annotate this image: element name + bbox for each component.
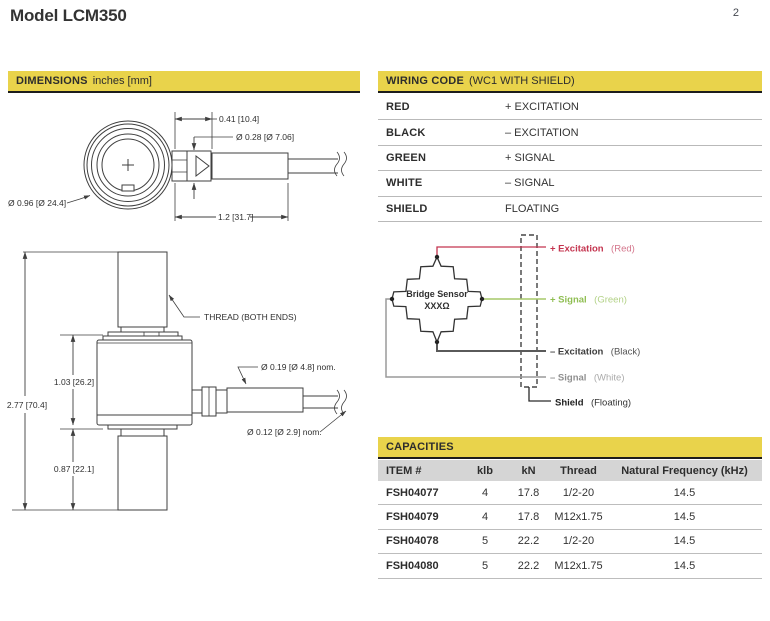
klb-value: 5 <box>481 535 489 548</box>
kn-value: 22.2 <box>517 559 540 572</box>
col-thread: Thread <box>560 464 597 477</box>
page-number: 2 <box>732 7 739 19</box>
item-number: FSH04079 <box>386 511 439 524</box>
wire-color: RED <box>386 101 410 114</box>
frequency-value: 14.5 <box>673 511 696 524</box>
side-view-drawing <box>0 243 370 518</box>
wire-function: – SIGNAL <box>505 177 555 190</box>
bridge-ohms-label: XXXΩ <box>424 301 450 311</box>
dimensions-title: DIMENSIONS <box>16 75 88 87</box>
frequency-value: 14.5 <box>673 535 696 548</box>
wiring-subtitle: (WC1 WITH SHIELD) <box>468 75 575 87</box>
wire-shield <box>529 387 551 401</box>
svg-text:– Excitation (Black) <box>550 342 640 359</box>
dim-body-height: 1.03 [26.2] <box>53 377 95 387</box>
capacities-title: CAPACITIES <box>386 441 454 453</box>
kn-value: 17.8 <box>517 486 540 499</box>
wire-color: WHITE <box>386 177 423 190</box>
label-positive-signal: + Signal <box>550 294 587 306</box>
col-klb: klb <box>477 464 493 477</box>
cable-connector-front <box>172 151 347 181</box>
wiring-row-black <box>378 120 762 145</box>
table-row <box>378 554 762 578</box>
wiring-header-bar <box>378 71 762 93</box>
cable-break-icon <box>335 390 347 414</box>
thread-value: M12x1.75 <box>554 511 603 524</box>
thread-value: 1/2-20 <box>562 535 595 548</box>
cable-break-icon <box>335 152 347 176</box>
cable-front <box>288 159 338 173</box>
wiring-row-white <box>378 171 762 196</box>
wire-color: GREEN <box>386 151 427 164</box>
wire-function: + EXCITATION <box>505 101 579 114</box>
col-kn: kN <box>521 464 536 477</box>
frequency-value: 14.5 <box>673 486 696 499</box>
label-shield-paren: (Floating) <box>590 397 632 409</box>
svg-text:Shield (Floating) <box>555 393 631 410</box>
wire-positive-excitation <box>437 247 546 257</box>
svg-text:+ Signal (Green) <box>550 290 627 307</box>
wire-function: – EXCITATION <box>505 126 579 139</box>
bottom-thread-stud <box>118 436 167 510</box>
bridge-sensor-label: Bridge Sensor <box>406 289 468 299</box>
wire-function: FLOATING <box>505 202 560 215</box>
dim-overall-height: 2.77 [70.4] <box>6 400 48 410</box>
label-thread-both-ends: THREAD (BOTH ENDS) <box>204 312 297 322</box>
label-positive-excitation: + Excitation <box>550 243 604 255</box>
dim-thread-length: 0.87 [22.1] <box>53 464 95 474</box>
dim-overall-length: 1.2 [31.7] <box>218 212 254 222</box>
load-button-front-view <box>84 121 172 209</box>
load-cell-side-view <box>12 252 192 510</box>
wire-negative-excitation <box>437 342 546 351</box>
body-cylinder <box>97 340 192 425</box>
wiring-code-table <box>378 95 762 222</box>
wiring-title: WIRING CODE <box>386 75 464 87</box>
label-positive-signal-paren: (Green) <box>594 294 627 306</box>
wires <box>386 247 551 401</box>
dimensions-subtitle: inches [mm] <box>92 75 152 87</box>
bridge-wiring-diagram <box>378 230 762 425</box>
label-shield: Shield <box>555 397 584 409</box>
capacities-column-headers <box>378 460 762 481</box>
dim-strain-relief: Ø 0.19 [Ø 4.8] nom. <box>261 362 336 372</box>
kn-value: 17.8 <box>517 511 540 524</box>
table-row <box>378 505 762 529</box>
capacities-table <box>378 460 762 579</box>
label-positive-excitation-paren: (Red) <box>611 243 635 255</box>
cable-shield-dashed-box <box>521 235 537 387</box>
frequency-value: 14.5 <box>673 559 696 572</box>
thread-value: M12x1.75 <box>554 559 603 572</box>
cable-side <box>303 396 338 408</box>
kn-value: 22.2 <box>517 535 540 548</box>
capacities-header-bar <box>378 437 762 459</box>
svg-text:– Signal (White) <box>550 368 625 385</box>
center-cross <box>122 159 134 171</box>
dim-cable: Ø 0.12 [Ø 2.9] nom. <box>247 427 322 437</box>
svg-text:+ Excitation (Red) <box>550 239 635 256</box>
wiring-row-shield <box>378 197 762 222</box>
page-title: Model LCM350 <box>10 6 127 25</box>
dim-body-diameter: Ø 0.96 [Ø 24.4] <box>8 198 67 208</box>
item-number: FSH04078 <box>386 535 439 548</box>
item-number: FSH04080 <box>386 559 439 572</box>
wiring-row-green <box>378 146 762 171</box>
diagram-labels <box>550 239 640 410</box>
klb-value: 5 <box>481 559 489 572</box>
cable-connector-side <box>192 387 347 416</box>
wire-color: BLACK <box>386 126 426 139</box>
wire-color: SHIELD <box>386 202 428 215</box>
klb-value: 4 <box>481 486 489 499</box>
dimensions-header-bar <box>8 71 360 93</box>
col-natural-frequency: Natural Frequency (kHz) <box>621 464 748 477</box>
dim-boot-od: Ø 0.28 [Ø 7.06] <box>236 132 295 142</box>
dim-connector-length: 0.41 [10.4] <box>219 114 260 124</box>
table-row <box>378 530 762 554</box>
wire-function: + SIGNAL <box>505 151 555 164</box>
col-item: ITEM # <box>386 464 422 477</box>
item-number: FSH04077 <box>386 486 439 499</box>
label-negative-excitation: – Excitation <box>550 346 604 358</box>
label-negative-excitation-paren: (Black) <box>610 346 641 358</box>
klb-value: 4 <box>481 511 489 524</box>
wire-negative-signal <box>386 299 546 377</box>
top-thread-stud <box>118 252 167 327</box>
thread-value: 1/2-20 <box>562 486 595 499</box>
label-negative-signal: – Signal <box>550 372 587 384</box>
front-view-drawing <box>0 100 370 245</box>
bridge-sensor <box>390 255 484 344</box>
wiring-row-red <box>378 95 762 120</box>
table-row <box>378 481 762 505</box>
label-negative-signal-paren: (White) <box>593 372 625 384</box>
